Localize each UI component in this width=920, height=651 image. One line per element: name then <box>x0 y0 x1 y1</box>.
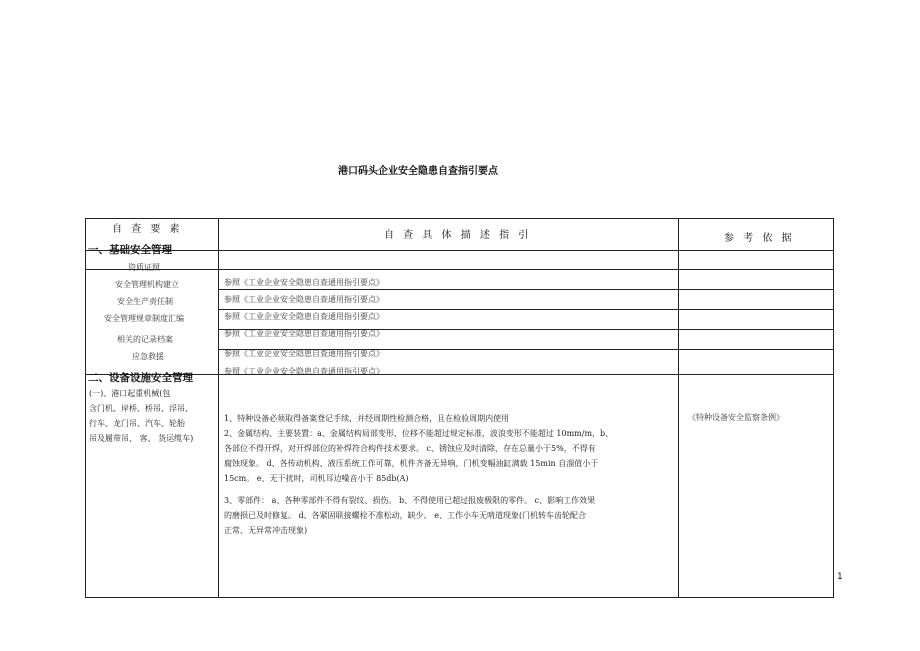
equipment-basis: 《特种设备安全监察条例》 <box>688 413 784 422</box>
item-label: 安全生产责任制 <box>117 297 173 306</box>
item-reference: 参照《工业企业安全隐患自查通用指引要点》 <box>224 329 384 338</box>
equipment-description: 1、特种设备必须取得备案登记手续，并经周期性检测合格，且在检验周期内使用 2、金属结构、主要装置：a、金属结构局部变形、位移不能超过规定标准，波浪变形不能超过 10mm/m，b、 各部位不得开焊，对开焊部位的补焊符合构件技术要求。 c、锈蚀应及时清除，存在总量小于5%，不得有 腐蚀现象。 d、各传动机构、液压系统工作可靠，机件齐备无异响，门机变幅油缸满载 15min 自溜值小于 15cm。 e、无干扰时，司机耳边噪音小于 85db(A) 3、零部件： a、各种零部件不得有裂纹、损伤。 b、不得使用已超过报废极限的零件。 c、影响工作效果 的磨损已及时修复。 d、各紧固联接螺栓不准松动，缺少。 e、工作小车无啃道现象(门机转车齿轮配合 正常、无异常冲击现象) <box>224 414 614 535</box>
item-reference: 参照《工业企业安全隐患自查通用指引要点》 <box>224 349 384 358</box>
item-reference: 参照《工业企业安全隐患自查通用指引要点》 <box>224 312 384 321</box>
section-heading-equipment: 二、设备设施安全管理 <box>88 372 193 384</box>
item-reference: 参照《工业企业安全隐患自查通用指引要点》 <box>224 278 384 287</box>
item-label: 资质证照 <box>128 263 160 272</box>
equipment-name: (一)、港口起重机械(包 含门机、岸桥、桥吊、浮吊、 行车、龙门吊、汽车、轮胎 吊及履带吊、 客、 货运缆车) <box>89 389 194 443</box>
page-title: 港口码头企业安全隐患自查指引要点 <box>338 166 498 177</box>
header-col-element: 自 查 要 素 <box>112 224 183 235</box>
page-number: 1 <box>837 572 843 582</box>
header-col-basis: 参 考 依 据 <box>724 233 795 244</box>
item-label: 安全管理机构建立 <box>115 280 179 289</box>
item-reference: 参照《工业企业安全隐患自查通用指引要点》 <box>224 367 384 376</box>
item-label: 应急救援 <box>132 352 164 361</box>
item-label: 相关的记录档案 <box>117 335 173 344</box>
header-col-description: 自 查 具 体 描 述 指 引 <box>384 230 532 241</box>
section-heading-basic: 一、基础安全管理 <box>88 244 172 256</box>
item-reference: 参照《工业企业安全隐患自查通用指引要点》 <box>224 295 384 304</box>
item-label: 安全管理规章制度汇编 <box>104 314 184 323</box>
